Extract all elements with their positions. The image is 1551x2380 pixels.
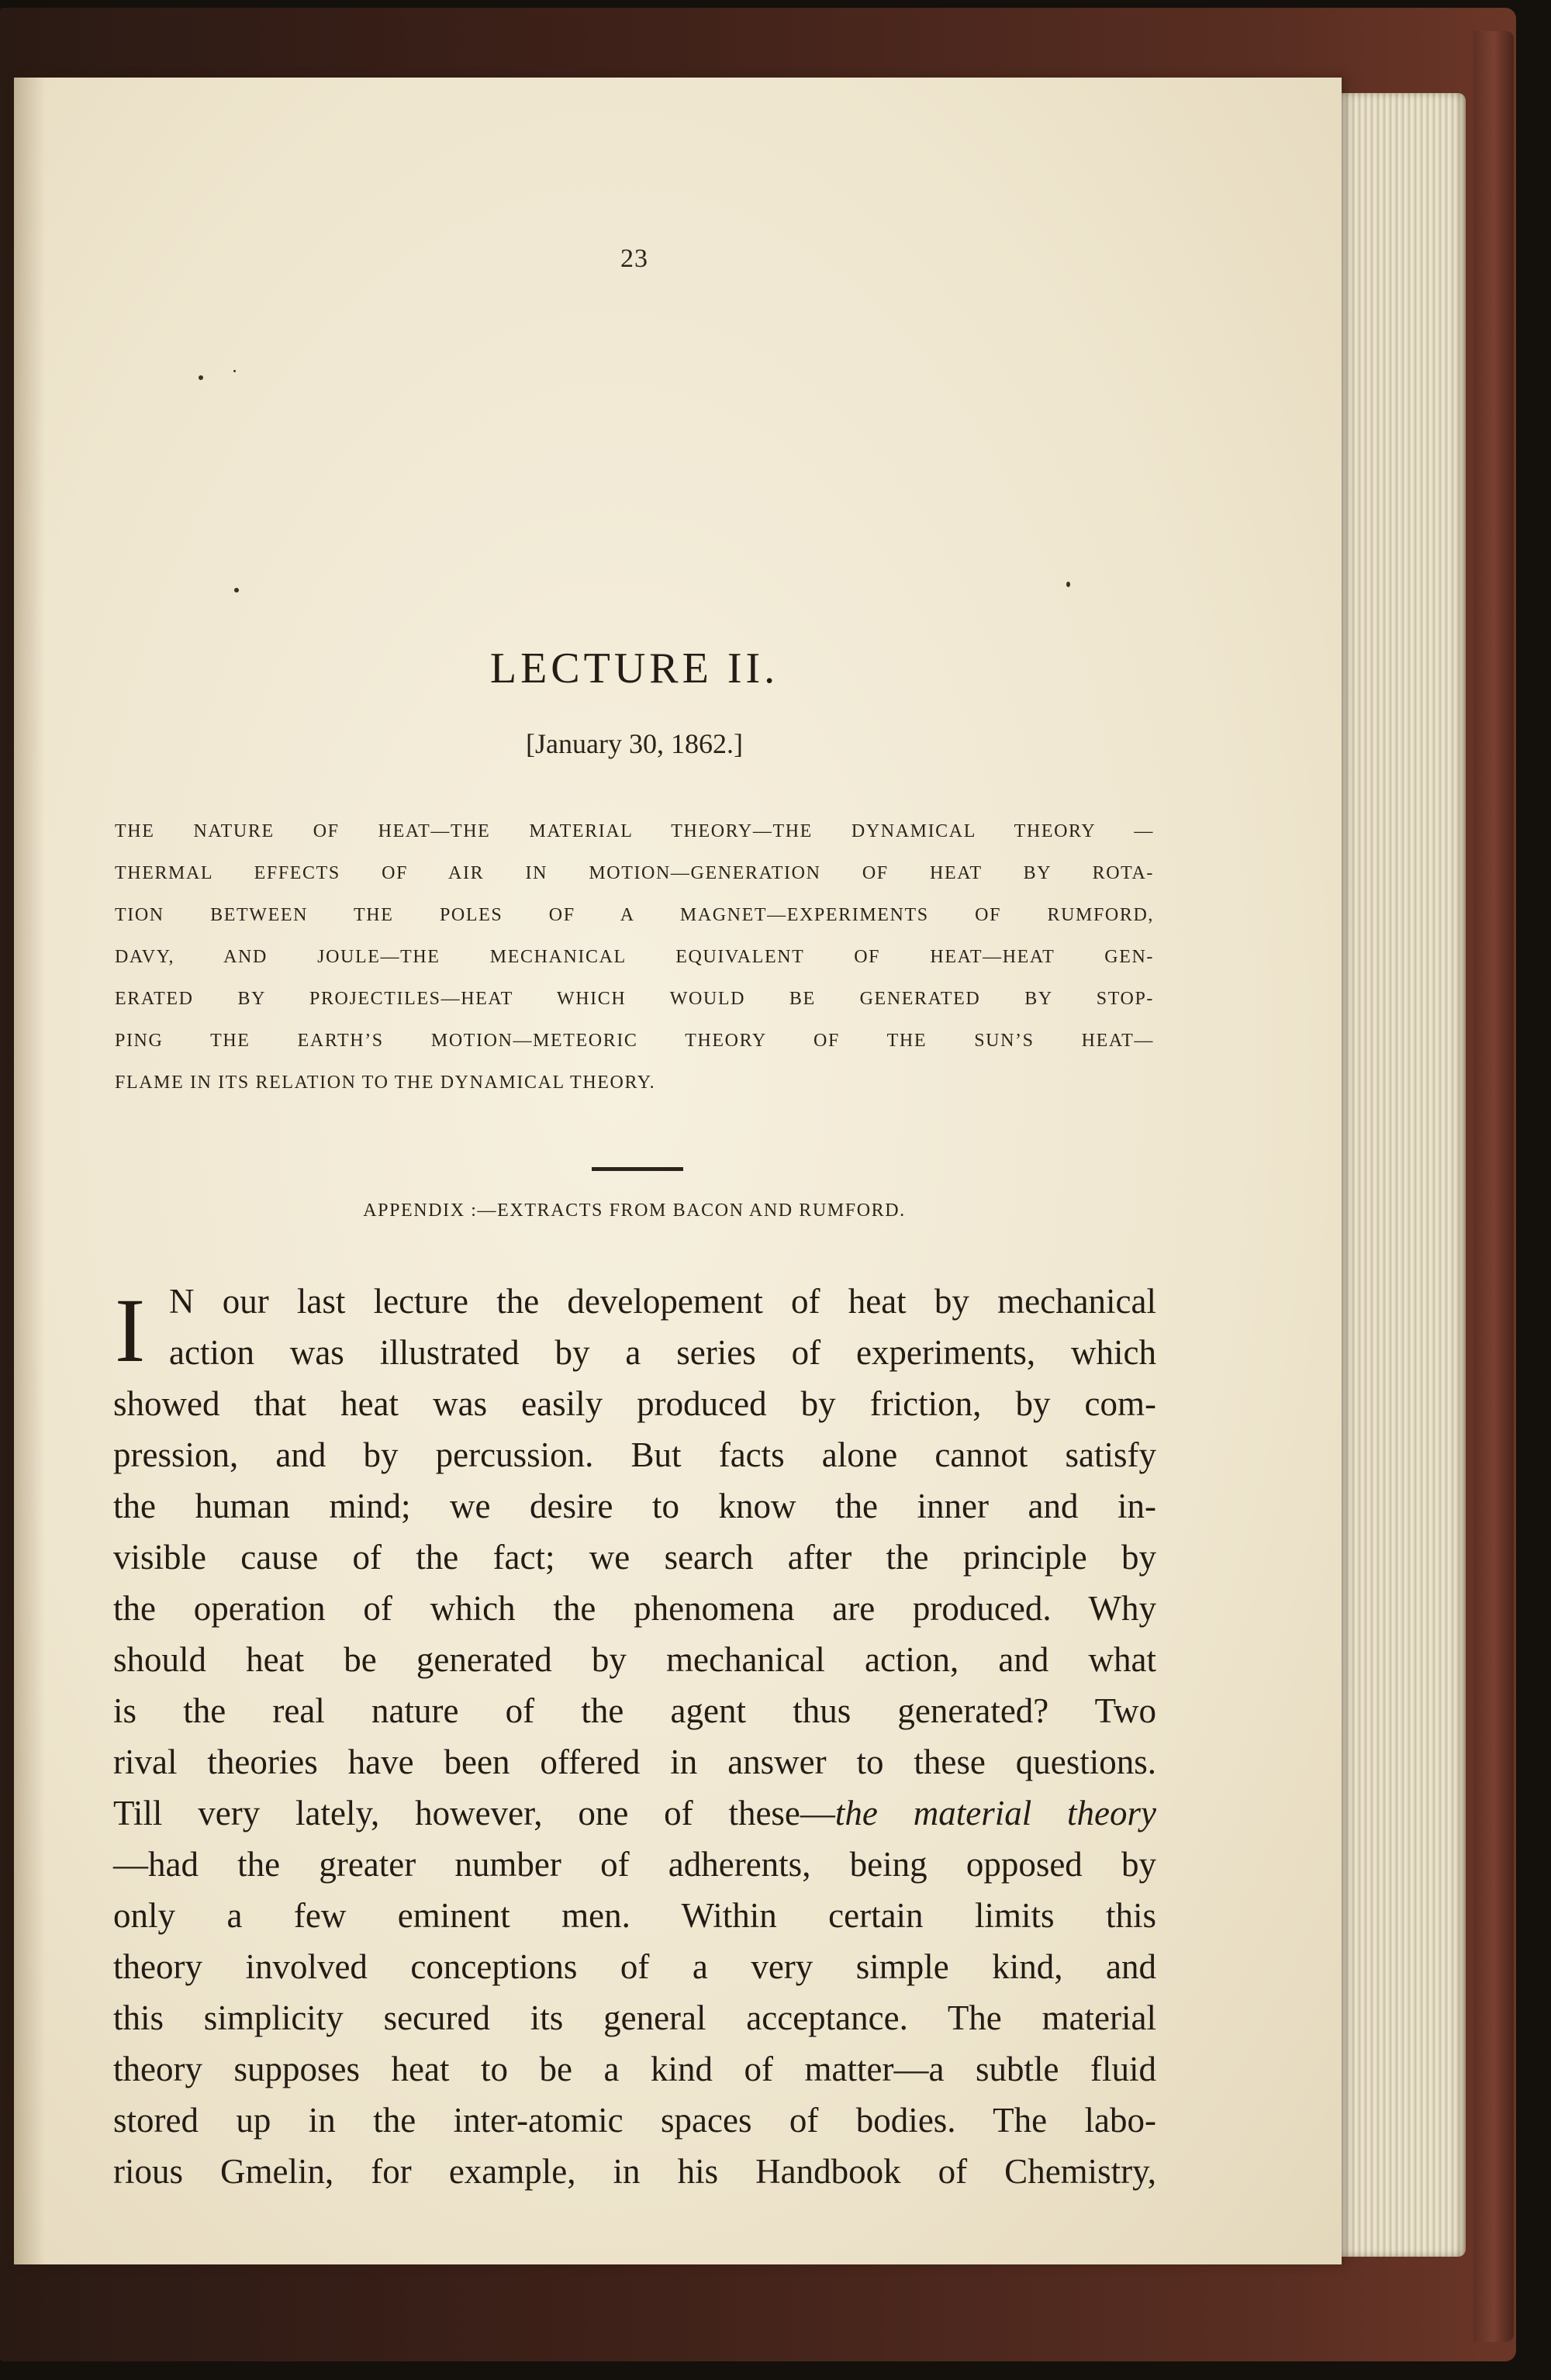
appendix-line: APPENDIX :—EXTRACTS FROM BACON AND RUMFORD. <box>363 1200 906 1221</box>
synopsis-line: TION BETWEEN THE POLES OF A MAGNET—EXPERIMENTS OF RUMFORD, <box>115 905 1154 925</box>
lecture-title: LECTURE II. <box>489 644 779 693</box>
body-line: action was illustrated by a series of experiments, which <box>169 1333 1156 1372</box>
synopsis-line: THE NATURE OF HEAT—THE MATERIAL THEORY—THE DYNAMICAL THEORY — <box>115 821 1154 841</box>
body-line: rious Gmelin, for example, in his Handbook of Chemistry, <box>113 2152 1156 2191</box>
body-line: pression, and by percussion. But facts alone cannot satisfy <box>113 1435 1156 1474</box>
paper-speck <box>233 370 236 372</box>
paper-speck <box>199 375 203 380</box>
body-line: theory supposes heat to be a kind of matter—a subtle fluid <box>113 2050 1156 2088</box>
body-line: theory involved conceptions of a very simple kind, and <box>113 1947 1156 1986</box>
body-line: is the real nature of the agent thus generated? Two <box>113 1691 1156 1730</box>
body-line: N our last lecture the developement of heat by mechanical <box>169 1282 1156 1321</box>
body-line: this simplicity secured its general acceptance. The material <box>113 1998 1156 2037</box>
synopsis-line: THERMAL EFFECTS OF AIR IN MOTION—GENERATION OF HEAT BY ROTA- <box>115 863 1154 883</box>
body-line: the operation of which the phenomena are produced. Why <box>113 1589 1156 1628</box>
italic-phrase: the material theory <box>834 1794 1157 1832</box>
body-text <box>113 1276 1156 2197</box>
body-line: visible cause of the fact; we search after the principle by <box>113 1538 1156 1577</box>
synopsis-line: ERATED BY PROJECTILES—HEAT WHICH WOULD BE GENERATED BY STOP- <box>115 989 1154 1009</box>
body-line: only a few eminent men. Within certain limits this <box>113 1896 1156 1935</box>
section-divider <box>592 1167 683 1171</box>
body-line-with-italic <box>113 1788 1156 1839</box>
drop-cap: I <box>115 1280 146 1381</box>
lecture-synopsis <box>115 810 1154 1104</box>
lecture-date: [January 30, 1862.] <box>526 728 743 759</box>
body-line: should heat be generated by mechanical action, and what <box>113 1640 1156 1679</box>
synopsis-line: DAVY, AND JOULE—THE MECHANICAL EQUIVALENT OF HEAT—HEAT GEN- <box>115 947 1154 967</box>
cover-edge <box>1473 31 1514 2342</box>
synopsis-line: FLAME IN ITS RELATION TO THE DYNAMICAL THEORY. <box>115 1073 656 1093</box>
body-line: stored up in the inter-atomic spaces of bodies. The labo- <box>113 2101 1156 2140</box>
body-line: —had the greater number of adherents, being opposed by <box>113 1845 1156 1884</box>
paper-speck <box>234 588 239 592</box>
body-line: the human mind; we desire to know the inner and in- <box>113 1487 1156 1525</box>
book-page <box>14 78 1342 2264</box>
body-line-start: Till very lately, however, one of these— <box>113 1794 835 1832</box>
body-line: showed that heat was easily produced by friction, by com- <box>113 1384 1156 1423</box>
synopsis-line: PING THE EARTH’S MOTION—METEORIC THEORY OF THE SUN’S HEAT— <box>115 1031 1154 1051</box>
paper-speck <box>1066 582 1070 587</box>
page-number: 23 <box>620 244 648 273</box>
body-line: rival theories have been offered in answer to these questions. <box>113 1743 1156 1781</box>
page-gutter-shadow <box>14 78 45 2264</box>
